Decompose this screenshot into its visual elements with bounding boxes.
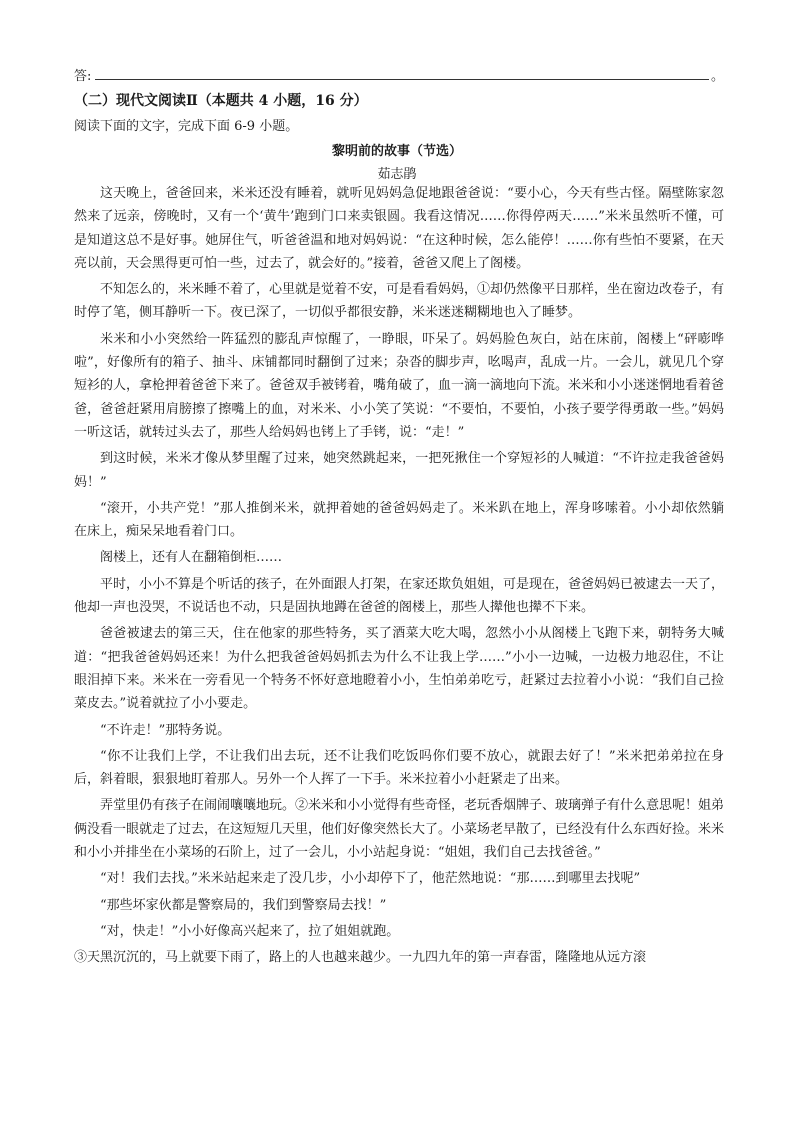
paragraph: 不知怎么的，米米睡不着了，心里就是觉着不安，可是看看妈妈，①却仍然像平日那样，坐在窗边改卷子，有时停了笔，侧耳静听一下。夜已深了，一切似乎都很安静，米米迷迷糊糊地也入了睡梦。 (74, 282, 725, 321)
paragraph: “对！我们去找。”米米站起来走了没几步，小小却停下了，他茫然地说：“那……到哪里去找呢” (100, 871, 641, 887)
paragraph: 平时，小小不算是个听话的孩子，在外面跟人打架，在家还欺负姐姐，可是现在，爸爸妈妈已被逮去一天了，他却一声也没哭，不说话也不动，只是固执地蹲在爸爸的阁楼上，那些人撵他也撵不下来。 (74, 576, 725, 616)
paragraph: ③天黑沉沉的，马上就要下雨了，路上的人也越来越少。一九四九年的第一声春雷，隆隆地从远方滚 (74, 950, 647, 966)
paragraph: 米米和小小突然给一阵猛烈的膨乱声惊醒了，一睁眼，吓呆了。妈妈脸色灰白，站在床前，阁楼上“砰嘭哗啦”，好像所有的箱子、抽斗、床铺都同时翻倒了过来；杂沓的脚步声，吆喝声，乱成一片。一会儿，就见几个穿短衫的人，拿枪押着爸爸下来了。爸爸双手被铐着，嘴角破了，血一滴一滴地向下流。米米和小小迷迷惘地看着爸爸，爸爸赶紧用肩膀擦了擦嘴上的血，对米米、小小笑了笑说：“不要怕，不要怕，小孩子要学得勇敢一些。”妈妈一听这话，就转过头去了，那些人给妈妈也铐上了手铐，说：“走！” (74, 331, 725, 440)
section-heading: （二）现代文阅读Ⅱ（本题共 4 小题，16 分） (74, 93, 368, 109)
answer-end-mark: 。 (710, 69, 724, 84)
article-title: 黎明前的故事（节选） (331, 144, 462, 159)
answer-label: 答: (74, 69, 92, 84)
paragraph: “滚开，小共产党！”那人推倒米米，就押着她的爸爸妈妈走了。米米趴在地上，浑身哆嗦着。小小却依然躺在床上，痴呆呆地看着门口。 (74, 500, 724, 540)
article-body (74, 182, 724, 970)
paragraph: 爸爸被逮去的第三天，住在他家的那些特务，买了酒菜大吃大喝，忽然小小从阁楼上飞跑下来，朝特务大喊道：“把我爸爸妈妈还来！为什么把我爸爸妈妈抓去为什么不让我上学……”小小一边喊，一边极力地忍住，不让眼泪掉下来。米米在一旁看见一个特务不怀好意地瞪着小小，生怕弟弟吃亏，赶紧过去拉着小小说：“我们自己捡菜皮去。”说着就拉了小小要走。 (74, 626, 724, 712)
paragraph: 到这时候，米米才像从梦里醒了过来，她突然跳起来，一把死揪住一个穿短衫的人喊道：“不许拉走我爸爸妈妈！” (74, 451, 724, 490)
paragraph: 弄堂里仍有孩子在闹闹嚷嚷地玩。②米米和小小觉得有些奇怪，老玩香烟牌子、玻璃弹子有什么意思呢！姐弟俩没看一眼就走了过去，在这短短几天里，他们好像突然长大了。小菜场老早散了，已经没有什么东西好捡。米米和小小并排坐在小菜场的石阶上，过了一会儿，小小站起身说：“姐姐，我们自己去找爸爸。” (74, 798, 725, 861)
paragraph: “不许走！”那特务说。 (100, 722, 231, 738)
answer-blank-rule (95, 78, 709, 80)
article-author: 茹志鹃 (377, 167, 417, 182)
paragraph: “你不让我们上学，不让我们出去玩，还不让我们吃饭吗你们要不放心，就跟去好了！”米米把弟弟拉在身后，斜着眼，狠狠地盯着那人。另外一个人挥了一下手。米米拉着小小赶紧走了出来。 (74, 748, 724, 788)
reading-instruction: 阅读下面的文字，完成下面 6-9 小题。 (74, 119, 299, 134)
paragraph: 阁楼上，还有人在翻箱倒柜…… (100, 550, 283, 566)
paragraph: 这天晚上，爸爸回来，米米还没有睡着，就听见妈妈急促地跟爸爸说：“要小心，今天有些古怪。隔壁陈家忽然来了远亲，傍晚时，又有一个‘黄牛’跑到门口来卖银圆。我看这情况……你得停两天……”米米虽然听不懂，可是知道这总不是好事。她屏住气，听爸爸温和地对妈妈说：“在这种时候，怎么能停！……你有些怕不要紧，在天亮以前，天会黑得更可怕一些，过去了，就会好的。”接着，爸爸又爬上了阁楼。 (74, 186, 724, 271)
paragraph: “对，快走！”小小好像高兴起来了，拉了姐姐就跑。 (100, 923, 400, 939)
paragraph: “那些坏家伙都是警察局的，我们到警察局去找！” (100, 897, 387, 913)
answer-line (74, 62, 724, 84)
